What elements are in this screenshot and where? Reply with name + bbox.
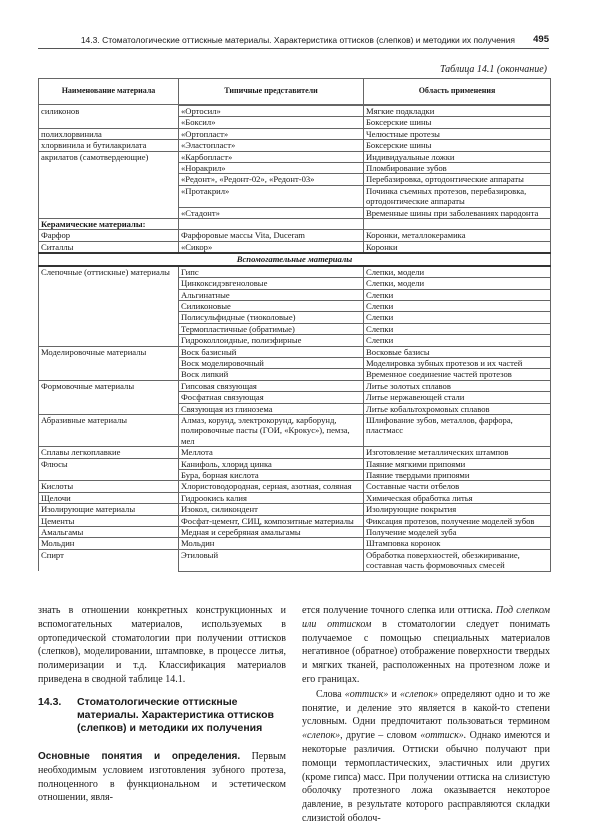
material-cell [39,312,179,323]
representative-cell: «Ортопласт» [179,128,364,139]
table-row [39,300,551,311]
representative-cell: «Карбопласт» [179,151,364,162]
material-cell: Мольдин [39,538,179,549]
material-cell: акрилатов (самотвердеющие) [39,151,179,162]
application-cell: Боксерские шины [364,117,551,128]
table-row [39,117,551,128]
table-row [39,323,551,334]
table-row [39,289,551,300]
representative-cell: «Боксил» [179,117,364,128]
paragraph: Слова «оттиск» и «слепок» определяют одно и то же понятие, и деление это является в какой-то степени условным. Одни предпочитают пользоваться термином «слепок», другие – словом «оттиск». Однако имеются и некоторые различия. Оттиски обычно получают при помощи термопластических, эластичных или других (кроме гипса) масс. При получении оттиска на слизистую оболочку протезного ложа оказывается некоторое давление, в результате которого расправляются складки слизистой оболоч- [302,688,550,824]
application-cell: Временные шины при заболеваниях пародонта [364,207,551,218]
material-cell: хлорвинила и бутилакрилата [39,140,179,151]
representative-cell: Изокол, силикондент [179,504,364,515]
representative-cell: Связующая из глинозема [179,403,364,414]
application-cell: Получение моделей зуба [364,527,551,538]
table-row [39,278,551,289]
material-cell: Щелочи [39,492,179,503]
representative-cell: Цинкоксидэвгеноловые [179,278,364,289]
representative-cell: Этиловый [179,549,364,571]
section-number: 14.3. [38,696,62,708]
table-row [39,163,551,174]
material-cell: Амальгамы [39,527,179,538]
running-title: 14.3. Стоматологические оттискные материалы. Характеристика оттисков (слепков) и методики их получения [80,35,515,45]
table-row [39,470,551,481]
representative-cell: «Стадонт» [179,207,364,218]
left-column [38,604,286,804]
table-header-row [39,79,551,105]
representative-cell: Воск базисный [179,346,364,357]
table-row [39,549,551,571]
table-row [39,151,551,162]
application-cell: Слепки [364,289,551,300]
table-row [39,128,551,139]
table-row [39,481,551,492]
application-cell: Химическая обработка литья [364,492,551,503]
representative-cell: Воск моделировочный [179,357,364,368]
table-row [39,380,551,391]
material-cell [39,278,179,289]
material-cell [39,207,179,218]
application-cell: Коронки [364,241,551,253]
running-header [38,32,549,49]
material-cell [39,185,179,207]
representative-cell: «Ортосил» [179,106,364,117]
table-row [39,392,551,403]
application-cell: Слепки [364,335,551,346]
application-cell: Фиксация протезов, получение моделей зубов [364,515,551,526]
representative-cell: Мольдин [179,538,364,549]
table-section-row [39,219,551,230]
material-cell: силиконов [39,106,179,117]
representative-cell: Меллота [179,447,364,458]
material-cell: Спирт [39,549,179,571]
material-cell: Слепочные (оттискные) материалы [39,266,179,278]
application-cell: Изготовление металлических штампов [364,447,551,458]
application-cell: Шлифование зубов, металлов, фарфора, пластмасс [364,414,551,446]
table-row [39,515,551,526]
table-row [39,207,551,218]
application-cell: Перебазировка, ортодонтические аппараты [364,174,551,185]
material-cell: Цементы [39,515,179,526]
table-row [39,346,551,357]
representative-cell: Алмаз, корунд, электрокорунд, карборунд, полировочные пасты (ГОИ, «Крокус»), пемза, мел [179,414,364,446]
material-cell [39,470,179,481]
application-cell: Слепки, модели [364,266,551,278]
table-row [39,357,551,368]
table-row [39,335,551,346]
application-cell: Паяние мягкими припоями [364,458,551,469]
application-cell: Моделировка зубных протезов и их частей [364,357,551,368]
column-header: Типичные представители [179,79,364,105]
material-cell [39,392,179,403]
table-row [39,266,551,278]
column-header: Область применения [364,79,551,105]
representative-cell: «Эластопласт» [179,140,364,151]
representative-cell: Хлористоводородная, серная, азотная, соляная [179,481,364,492]
table-row [39,241,551,253]
section-heading [38,696,286,735]
material-cell [39,300,179,311]
representative-cell: Гидроокись калия [179,492,364,503]
application-cell: Слепки [364,300,551,311]
table-row [39,527,551,538]
material-cell: Флюсы [39,458,179,469]
paragraph: ется получение точного слепка или оттиска. Под слепком или оттиском в стоматологии следует понимать получаемое с помощью специальных материалов негативное (обратное) отображение поверхности твердых и мягких тканей, расположенных на протезном ложе и его границах. [302,605,550,685]
page-number: 495 [533,34,549,45]
body-text [38,604,550,824]
section-title: Стоматологические оттискные материалы. Характеристика оттисков (слепков) и методики их получения [77,696,274,734]
material-cell [39,117,179,128]
material-cell [39,357,179,368]
materials-table [38,78,551,572]
representative-cell: Гидроколлоидные, полиэфирные [179,335,364,346]
application-cell: Составные части отбелов [364,481,551,492]
application-cell: Литье кобальтохромовых сплавов [364,403,551,414]
table-row [39,369,551,380]
application-cell: Боксерские шины [364,140,551,151]
table-row [39,538,551,549]
representative-cell: Альгинатные [179,289,364,300]
material-cell: Ситаллы [39,241,179,253]
table-row [39,185,551,207]
material-cell: полихлорвинила [39,128,179,139]
paragraph: знать в отношении конкретных конструкционных и вспомогательных материалов, используемых в ортопедической стоматологии при получении оттисков (слепков), моделировании, штамповке, в процессе литья, полимеризации и т.д. Классификация материалов приведена в сводной таблице 14.1. [38,605,286,685]
material-cell [39,174,179,185]
table-row [39,174,551,185]
table-caption: Таблица 14.1 (окончание) [439,64,547,75]
material-cell [39,335,179,346]
application-cell: Индивидуальные ложки [364,151,551,162]
representative-cell: Медная и серебряная амальгамы [179,527,364,538]
representative-cell [179,219,364,230]
material-cell: Абразивные материалы [39,414,179,446]
table-row [39,403,551,414]
material-cell: Формовочные материалы [39,380,179,391]
representative-cell: «Сикор» [179,241,364,253]
table-row [39,230,551,241]
table-row [39,312,551,323]
table-row [39,458,551,469]
material-cell: Керамические материалы: [39,219,179,230]
application-cell: Коронки, металлокерамика [364,230,551,241]
application-cell: Паяние твердыми припоями [364,470,551,481]
material-cell: Изолирующие материалы [39,504,179,515]
table-row [39,106,551,117]
table-row [39,504,551,515]
application-cell: Литье нержавеющей стали [364,392,551,403]
application-cell: Временное соединение частей протезов [364,369,551,380]
material-cell: Кислоты [39,481,179,492]
application-cell: Челюстные протезы [364,128,551,139]
right-column [302,604,550,826]
material-cell: Моделировочные материалы [39,346,179,357]
table-row [39,414,551,446]
material-cell [39,289,179,300]
application-cell: Изолирующие покрытия [364,504,551,515]
application-cell: Обработка поверхностей, обезжиривание, составная часть формовочных смесей [364,549,551,571]
representative-cell: Полисульфидные (тиоколовые) [179,312,364,323]
paragraph-lead: Основные понятия и определения. [38,751,241,762]
material-cell: Сплавы легкоплавкие [39,447,179,458]
paragraph: Основные понятия и определения. Первым необходимым условием изготовления зубного протеза, полноценного в функциональном и эстетическом отношении, явля- [38,751,286,804]
representative-cell: «Протакрил» [179,185,364,207]
application-cell: Штамповка коронок [364,538,551,549]
material-cell [39,163,179,174]
material-cell [39,403,179,414]
table-row [39,140,551,151]
representative-cell: Фарфоровые массы Vita, Duceram [179,230,364,241]
representative-cell: «Редонт», «Редонт-02», «Редонт-03» [179,174,364,185]
column-header: Наименование материала [39,79,179,105]
application-cell: Мягкие подкладки [364,106,551,117]
table-row [39,492,551,503]
representative-cell: Гипс [179,266,364,278]
application-cell [364,219,551,230]
representative-cell: Гипсовая связующая [179,380,364,391]
material-cell [39,323,179,334]
representative-cell: Воск липкий [179,369,364,380]
application-cell: Пломбирование зубов [364,163,551,174]
application-cell: Восковые базисы [364,346,551,357]
application-cell: Починка съемных протезов, перебазировка, ортодонтические аппараты [364,185,551,207]
representative-cell: Силиконовые [179,300,364,311]
representative-cell: Фосфат-цемент, СИЦ, композитные материалы [179,515,364,526]
table-row [39,447,551,458]
application-cell: Литье золотых сплавов [364,380,551,391]
representative-cell: Бура, борная кислота [179,470,364,481]
application-cell: Слепки [364,312,551,323]
representative-cell: Термопластичные (обратимые) [179,323,364,334]
table-subheading: Вспомогательные материалы [39,253,551,265]
table-subheading-row [39,253,551,265]
table-body [39,105,551,572]
material-cell [39,369,179,380]
representative-cell: «Норакрил» [179,163,364,174]
representative-cell: Канифоль, хлорид цинка [179,458,364,469]
application-cell: Слепки, модели [364,278,551,289]
representative-cell: Фосфатная связующая [179,392,364,403]
material-cell: Фарфор [39,230,179,241]
application-cell: Слепки [364,323,551,334]
